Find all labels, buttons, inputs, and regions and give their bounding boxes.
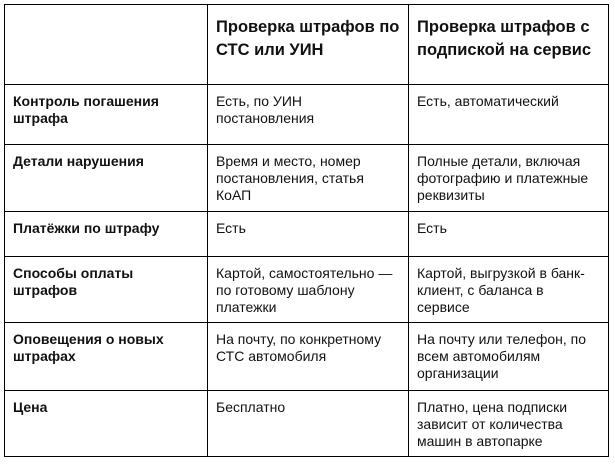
- row-label: Детали нарушения: [5, 145, 208, 212]
- row-label: Способы оплаты штрафов: [5, 257, 208, 323]
- cell-uin: Время и место, номер постановления, статья КоАП: [208, 145, 409, 212]
- cell-subscription: Платно, цена подписки зависит от количества машин в автопарке: [409, 391, 609, 457]
- row-label: Платёжки по штрафу: [5, 212, 208, 257]
- table-row: [5, 145, 609, 212]
- table-row: [5, 85, 609, 145]
- header-col-subscription: Проверка штрафов с подпиской на сервис: [409, 5, 609, 85]
- table-row: [5, 257, 609, 323]
- table-header: [5, 5, 609, 85]
- cell-uin: На почту, по конкретному СТС автомобиля: [208, 323, 409, 391]
- cell-subscription: Картой, выгрузкой в банк-клиент, с баланса в сервисе: [409, 257, 609, 323]
- cell-uin: Есть, по УИН постановления: [208, 85, 409, 145]
- cell-subscription: Полные детали, включая фотографию и платежные реквизиты: [409, 145, 609, 212]
- table-row: [5, 212, 609, 257]
- cell-subscription: Есть: [409, 212, 609, 257]
- row-label: Оповещения о новых штрафах: [5, 323, 208, 391]
- cell-uin: Есть: [208, 212, 409, 257]
- cell-uin: Картой, самостоятельно — по готовому шаблону платежки: [208, 257, 409, 323]
- table-row: [5, 391, 609, 457]
- row-label: Цена: [5, 391, 208, 457]
- table-row: [5, 323, 609, 391]
- cell-subscription: Есть, автоматический: [409, 85, 609, 145]
- cell-uin: Бесплатно: [208, 391, 409, 457]
- cell-subscription: На почту или телефон, по всем автомобилям организации: [409, 323, 609, 391]
- table-body: [5, 85, 609, 457]
- header-row: [5, 5, 609, 85]
- header-col-uin: Проверка штрафов по СТС или УИН: [208, 5, 409, 85]
- row-label: Контроль погашения штрафа: [5, 85, 208, 145]
- comparison-table: [4, 4, 609, 457]
- header-corner-cell: [5, 5, 208, 85]
